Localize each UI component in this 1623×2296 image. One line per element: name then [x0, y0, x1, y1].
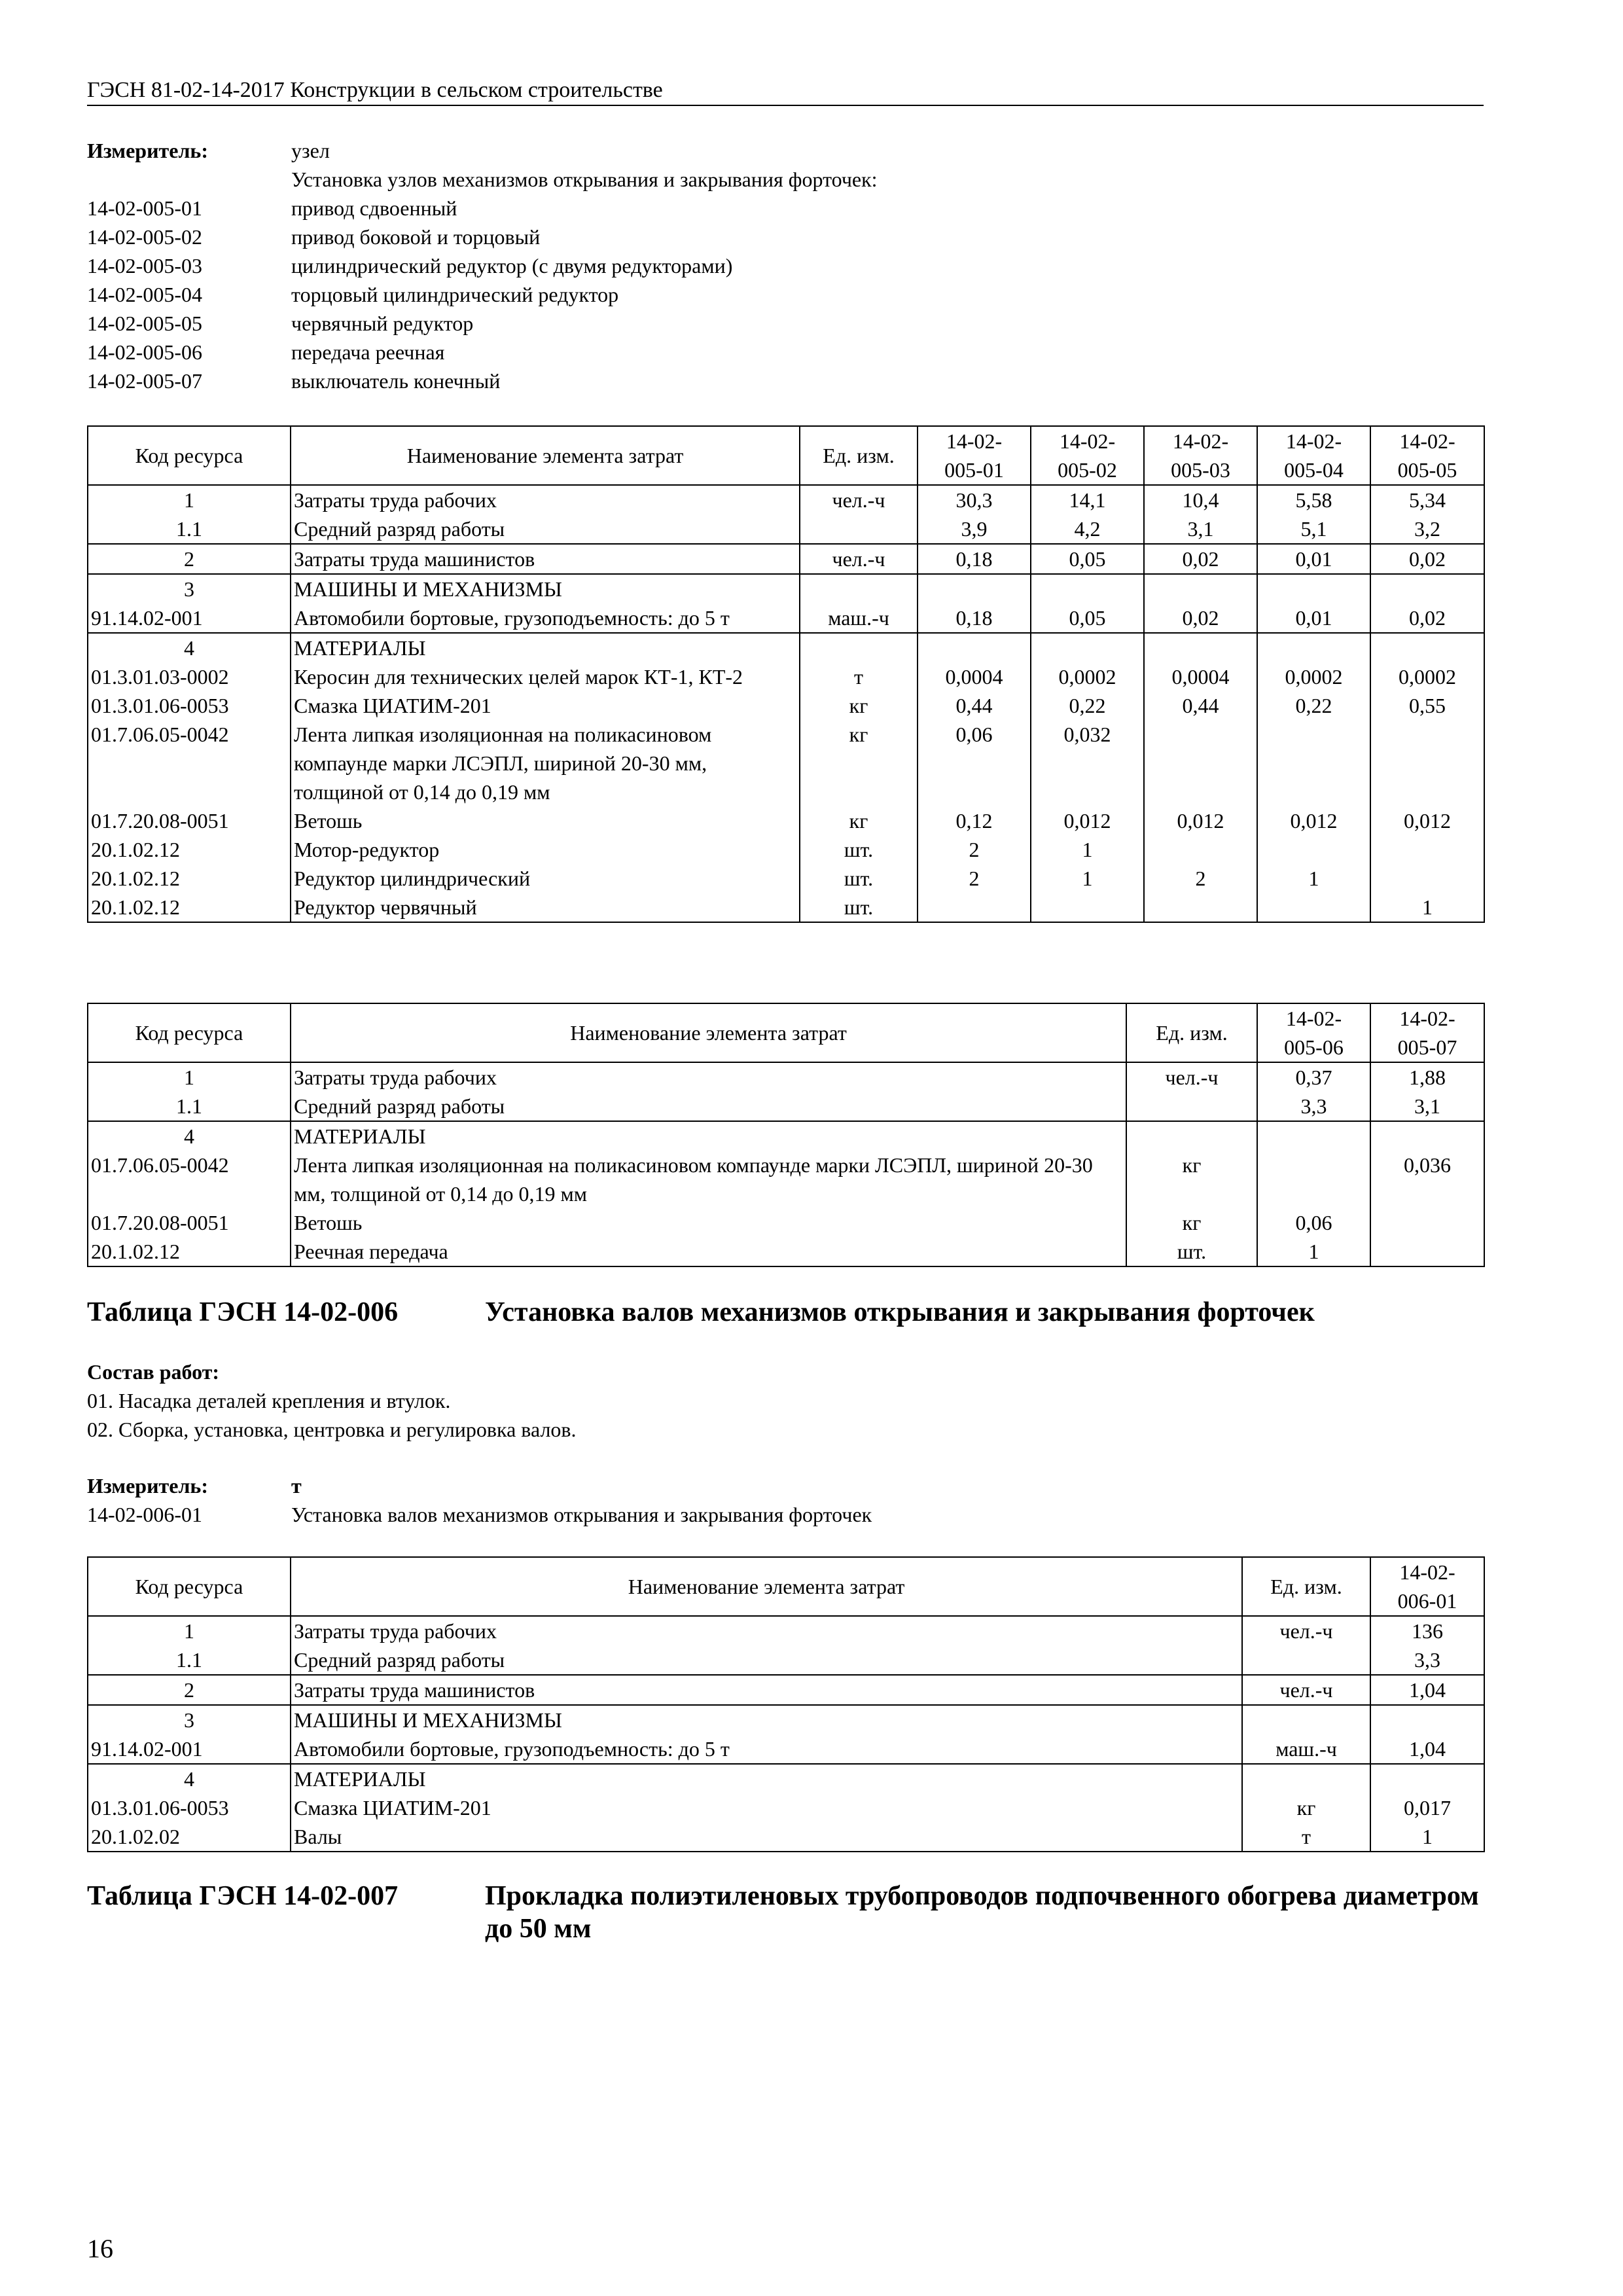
- column-header: Наименование элемента затрат: [291, 1557, 1242, 1616]
- value-cell: 5,58: [1257, 485, 1370, 514]
- item-text: привод сдвоенный: [291, 196, 457, 220]
- resource-code-cell: 01.3.01.06-0053: [88, 1793, 291, 1822]
- unit-cell: кг: [800, 720, 918, 806]
- table-row: [88, 1764, 1484, 1793]
- resource-code-cell: 1: [88, 485, 291, 514]
- table-row: [88, 544, 1484, 574]
- value-cell: [1370, 1208, 1484, 1237]
- measure-block-006: [87, 1471, 1484, 1529]
- cost-element-cell: Средний разряд работы: [291, 1645, 1242, 1675]
- value-cell: 0,02: [1370, 603, 1484, 633]
- value-cell: [1031, 893, 1144, 922]
- item-text: цилиндрический редуктор (с двумя редукторами): [291, 253, 733, 278]
- unit-cell: кг: [800, 691, 918, 720]
- column-header: 14-02- 005-01: [918, 426, 1031, 485]
- table-caption: Прокладка полиэтиленовых трубопроводов подпочвенного обогрева диаметром до 50 мм: [485, 1881, 1479, 1944]
- value-cell: [1144, 720, 1257, 806]
- value-cell: 0,22: [1031, 691, 1144, 720]
- value-cell: 5,1: [1257, 514, 1370, 544]
- value-cell: 0,01: [1257, 544, 1370, 574]
- table-number: Таблица ГЭСН 14-02-007: [87, 1881, 399, 1911]
- value-cell: [1370, 835, 1484, 864]
- table-row: [88, 1675, 1484, 1705]
- table-row: [88, 835, 1484, 864]
- resource-code-cell: 01.7.20.08-0051: [88, 1208, 291, 1237]
- value-cell: 0,44: [918, 691, 1031, 720]
- unit-cell: кг: [1242, 1793, 1370, 1822]
- table-row: [88, 662, 1484, 691]
- cost-element-cell: МАТЕРИАЛЫ: [291, 1764, 1242, 1793]
- unit-cell: маш.-ч: [1242, 1734, 1370, 1764]
- unit-cell: кг: [1126, 1151, 1257, 1208]
- value-cell: [918, 574, 1031, 603]
- value-cell: 0,0002: [1257, 662, 1370, 691]
- table-row: [88, 806, 1484, 835]
- column-header: Ед. изм.: [800, 426, 918, 485]
- resource-code-cell: 01.7.20.08-0051: [88, 806, 291, 835]
- value-cell: 0,06: [1257, 1208, 1370, 1237]
- table-row: [88, 1705, 1484, 1734]
- unit-cell: [800, 574, 918, 603]
- value-cell: 0,012: [1370, 806, 1484, 835]
- value-cell: 2: [918, 864, 1031, 893]
- unit-cell: [800, 514, 918, 544]
- value-cell: 0,036: [1370, 1151, 1484, 1208]
- value-cell: 0,18: [918, 544, 1031, 574]
- value-cell: 0,05: [1031, 603, 1144, 633]
- resource-code-cell: 4: [88, 1121, 291, 1151]
- value-cell: [918, 893, 1031, 922]
- column-header: Наименование элемента затрат: [291, 426, 800, 485]
- value-cell: 0,012: [1257, 806, 1370, 835]
- value-cell: [1370, 1121, 1484, 1151]
- unit-cell: [1242, 1764, 1370, 1793]
- resource-code-cell: 1.1: [88, 1645, 291, 1675]
- value-cell: [1257, 893, 1370, 922]
- resource-code-cell: 1.1: [88, 1092, 291, 1121]
- page-number: 16: [87, 2234, 113, 2263]
- cost-element-cell: Редуктор червячный: [291, 893, 800, 922]
- column-header: 14-02- 005-06: [1257, 1003, 1370, 1062]
- resource-code-cell: 2: [88, 1675, 291, 1705]
- value-cell: [1144, 835, 1257, 864]
- item-code: 14-02-005-03: [87, 253, 202, 278]
- value-cell: 0,01: [1257, 603, 1370, 633]
- value-cell: 0,012: [1031, 806, 1144, 835]
- table-row: [88, 1151, 1484, 1208]
- value-cell: 10,4: [1144, 485, 1257, 514]
- value-cell: [1370, 1705, 1484, 1734]
- value-cell: [1257, 835, 1370, 864]
- resource-code-cell: 91.14.02-001: [88, 603, 291, 633]
- unit-cell: [800, 633, 918, 662]
- table-row: [88, 1734, 1484, 1764]
- value-cell: 1: [1257, 1237, 1370, 1266]
- table-row: [88, 1645, 1484, 1675]
- value-cell: 0,0004: [1144, 662, 1257, 691]
- value-cell: [1144, 893, 1257, 922]
- value-cell: [1031, 633, 1144, 662]
- table-row: [88, 1208, 1484, 1237]
- value-cell: 3,1: [1144, 514, 1257, 544]
- resource-code-cell: 01.3.01.03-0002: [88, 662, 291, 691]
- list-item: [87, 251, 1484, 280]
- unit-cell: шт.: [1126, 1237, 1257, 1266]
- value-cell: 5,34: [1370, 485, 1484, 514]
- resource-code-cell: 1: [88, 1062, 291, 1092]
- item-text: Установка валов механизмов открывания и закрывания форточек: [291, 1502, 872, 1526]
- value-cell: 14,1: [1031, 485, 1144, 514]
- item-text: выключатель конечный: [291, 368, 501, 393]
- work-item: 01. Насадка деталей крепления и втулок.: [87, 1389, 451, 1412]
- value-cell: 1: [1257, 864, 1370, 893]
- resource-code-cell: 20.1.02.02: [88, 1822, 291, 1852]
- cost-element-cell: Автомобили бортовые, грузоподъемность: до 5 т: [291, 603, 800, 633]
- column-header: Ед. изм.: [1242, 1557, 1370, 1616]
- value-cell: [1257, 633, 1370, 662]
- value-cell: 1,04: [1370, 1734, 1484, 1764]
- table-row: [88, 603, 1484, 633]
- unit-cell: чел.-ч: [1126, 1062, 1257, 1092]
- value-cell: 0,032: [1031, 720, 1144, 806]
- unit-cell: чел.-ч: [1242, 1675, 1370, 1705]
- cost-element-cell: Лента липкая изоляционная на поликасиновом компаунде марки ЛСЭПЛ, шириной 20-30 мм, толщиной от 0,14 до 0,19 мм: [291, 1151, 1126, 1208]
- value-cell: 3,2: [1370, 514, 1484, 544]
- resource-code-cell: 20.1.02.12: [88, 1237, 291, 1266]
- column-header: Код ресурса: [88, 1003, 291, 1062]
- value-cell: 0,12: [918, 806, 1031, 835]
- cost-element-cell: Ветошь: [291, 806, 800, 835]
- resource-code-cell: 01.7.06.05-0042: [88, 1151, 291, 1208]
- unit-cell: [1126, 1092, 1257, 1121]
- cost-element-cell: МАШИНЫ И МЕХАНИЗМЫ: [291, 1705, 1242, 1734]
- value-cell: 136: [1370, 1616, 1484, 1645]
- unit-cell: [1242, 1645, 1370, 1675]
- table-header-row: [88, 426, 1484, 485]
- value-cell: 0,0002: [1370, 662, 1484, 691]
- item-text: червячный редуктор: [291, 311, 474, 335]
- item-list: [87, 194, 1484, 395]
- value-cell: 0,05: [1031, 544, 1144, 574]
- resource-code-cell: 2: [88, 544, 291, 574]
- running-header: ГЭСН 81-02-14-2017 Конструкции в сельском строительстве: [87, 77, 1484, 106]
- item-code: 14-02-005-05: [87, 311, 202, 335]
- cost-element-cell: Лента липкая изоляционная на поликасиновом компаунде марки ЛСЭПЛ, шириной 20-30 мм, толщиной от 0,14 до 0,19 мм: [291, 720, 800, 806]
- value-cell: 3,3: [1257, 1092, 1370, 1121]
- value-cell: 2: [1144, 864, 1257, 893]
- measure-intro: Установка узлов механизмов открывания и закрывания форточек:: [291, 167, 878, 191]
- table-row: [88, 864, 1484, 893]
- resource-code-cell: 3: [88, 574, 291, 603]
- table-row: [88, 893, 1484, 922]
- value-cell: [1370, 864, 1484, 893]
- table-title-007: [87, 1880, 1484, 1952]
- cost-element-cell: Средний разряд работы: [291, 514, 800, 544]
- cost-element-cell: Реечная передача: [291, 1237, 1126, 1266]
- value-cell: [1370, 720, 1484, 806]
- measure-block-005: [87, 136, 1484, 395]
- value-cell: 30,3: [918, 485, 1031, 514]
- list-item: [87, 223, 1484, 251]
- unit-cell: маш.-ч: [800, 603, 918, 633]
- value-cell: 1: [1031, 835, 1144, 864]
- table-row: [88, 514, 1484, 544]
- unit-cell: шт.: [800, 864, 918, 893]
- value-cell: 2: [918, 835, 1031, 864]
- table-row: [88, 1616, 1484, 1645]
- value-cell: 0,44: [1144, 691, 1257, 720]
- list-item: [87, 338, 1484, 367]
- resource-table-006-01: [87, 1556, 1485, 1852]
- table-row: [88, 1822, 1484, 1852]
- resource-code-cell: 1.1: [88, 514, 291, 544]
- value-cell: 1,88: [1370, 1062, 1484, 1092]
- table-row: [88, 1793, 1484, 1822]
- resource-code-cell: 4: [88, 633, 291, 662]
- resource-code-cell: 20.1.02.12: [88, 893, 291, 922]
- unit-cell: шт.: [800, 893, 918, 922]
- value-cell: 0,012: [1144, 806, 1257, 835]
- works-label: Состав работ:: [87, 1360, 220, 1384]
- value-cell: 0,017: [1370, 1793, 1484, 1822]
- unit-cell: шт.: [800, 835, 918, 864]
- resource-code-cell: 4: [88, 1764, 291, 1793]
- table-row: [88, 691, 1484, 720]
- item-code: 14-02-005-06: [87, 340, 202, 364]
- table-caption: Установка валов механизмов открывания и закрывания форточек: [485, 1297, 1315, 1327]
- unit-cell: чел.-ч: [1242, 1616, 1370, 1645]
- resource-code-cell: 91.14.02-001: [88, 1734, 291, 1764]
- measure-value: узел: [291, 138, 330, 162]
- value-cell: [1257, 574, 1370, 603]
- work-item: 02. Сборка, установка, центровка и регулировка валов.: [87, 1418, 577, 1441]
- value-cell: 1,04: [1370, 1675, 1484, 1705]
- resource-code-cell: 1: [88, 1616, 291, 1645]
- resource-code-cell: 01.3.01.06-0053: [88, 691, 291, 720]
- table-row: [88, 1092, 1484, 1121]
- unit-cell: чел.-ч: [800, 544, 918, 574]
- value-cell: 3,1: [1370, 1092, 1484, 1121]
- item-code: 14-02-005-07: [87, 368, 202, 393]
- value-cell: [1031, 574, 1144, 603]
- cost-element-cell: Мотор-редуктор: [291, 835, 800, 864]
- value-cell: 0,37: [1257, 1062, 1370, 1092]
- value-cell: 1: [1370, 1822, 1484, 1852]
- value-cell: [1144, 633, 1257, 662]
- value-cell: 1: [1031, 864, 1144, 893]
- item-code: 14-02-006-01: [87, 1502, 202, 1526]
- table-row: [88, 720, 1484, 806]
- value-cell: [1370, 633, 1484, 662]
- table-header-row: [88, 1003, 1484, 1062]
- measure-label: Измеритель:: [87, 138, 208, 162]
- cost-element-cell: Валы: [291, 1822, 1242, 1852]
- measure-label: Измеритель:: [87, 1473, 208, 1498]
- item-code: 14-02-005-01: [87, 196, 202, 220]
- cost-element-cell: Затраты труда рабочих: [291, 1616, 1242, 1645]
- value-cell: 0,0004: [918, 662, 1031, 691]
- value-cell: [1144, 574, 1257, 603]
- column-header: 14-02- 005-03: [1144, 426, 1257, 485]
- value-cell: [1257, 720, 1370, 806]
- value-cell: 0,18: [918, 603, 1031, 633]
- value-cell: 3,3: [1370, 1645, 1484, 1675]
- value-cell: 0,0002: [1031, 662, 1144, 691]
- list-item: [87, 280, 1484, 309]
- table-row: [88, 633, 1484, 662]
- column-header: Код ресурса: [88, 426, 291, 485]
- item-text: привод боковой и торцовый: [291, 224, 541, 249]
- value-cell: [918, 633, 1031, 662]
- resource-code-cell: 3: [88, 1705, 291, 1734]
- cost-element-cell: Смазка ЦИАТИМ-201: [291, 691, 800, 720]
- cost-element-cell: Редуктор цилиндрический: [291, 864, 800, 893]
- value-cell: [1257, 1151, 1370, 1208]
- unit-cell: т: [1242, 1822, 1370, 1852]
- table-row: [88, 1121, 1484, 1151]
- value-cell: [1257, 1121, 1370, 1151]
- column-header: Наименование элемента затрат: [291, 1003, 1126, 1062]
- column-header: 14-02- 005-04: [1257, 426, 1370, 485]
- item-code: 14-02-005-02: [87, 224, 202, 249]
- cost-element-cell: Керосин для технических целей марок КТ-1, КТ-2: [291, 662, 800, 691]
- value-cell: [1370, 574, 1484, 603]
- list-item: [87, 194, 1484, 223]
- table-row: [88, 1237, 1484, 1266]
- cost-element-cell: Смазка ЦИАТИМ-201: [291, 1793, 1242, 1822]
- value-cell: 0,06: [918, 720, 1031, 806]
- table-row: [88, 1062, 1484, 1092]
- unit-cell: кг: [800, 806, 918, 835]
- value-cell: 3,9: [918, 514, 1031, 544]
- measure-value: т: [291, 1473, 302, 1498]
- cost-element-cell: МАТЕРИАЛЫ: [291, 633, 800, 662]
- column-header: 14-02- 005-05: [1370, 426, 1484, 485]
- column-header: Код ресурса: [88, 1557, 291, 1616]
- value-cell: 1: [1370, 893, 1484, 922]
- item-text: торцовый цилиндрический редуктор: [291, 282, 619, 306]
- table-row: [88, 574, 1484, 603]
- resource-table-005-06-07: [87, 1003, 1485, 1267]
- table-header-row: [88, 1557, 1484, 1616]
- column-header: 14-02- 005-02: [1031, 426, 1144, 485]
- resource-code-cell: 01.7.06.05-0042: [88, 720, 291, 806]
- cost-element-cell: МАТЕРИАЛЫ: [291, 1121, 1126, 1151]
- unit-cell: [1126, 1121, 1257, 1151]
- column-header: Ед. изм.: [1126, 1003, 1257, 1062]
- list-item: [87, 309, 1484, 338]
- value-cell: 0,55: [1370, 691, 1484, 720]
- resource-code-cell: 20.1.02.12: [88, 864, 291, 893]
- value-cell: 0,22: [1257, 691, 1370, 720]
- item-text: передача реечная: [291, 340, 445, 364]
- value-cell: 0,02: [1144, 544, 1257, 574]
- item-code: 14-02-005-04: [87, 282, 202, 306]
- unit-cell: [1242, 1705, 1370, 1734]
- cost-element-cell: МАШИНЫ И МЕХАНИЗМЫ: [291, 574, 800, 603]
- cost-element-cell: Автомобили бортовые, грузоподъемность: до 5 т: [291, 1734, 1242, 1764]
- value-cell: 0,02: [1144, 603, 1257, 633]
- column-header: 14-02- 006-01: [1370, 1557, 1484, 1616]
- list-item: [87, 367, 1484, 395]
- cost-element-cell: Затраты труда машинистов: [291, 544, 800, 574]
- table-number: Таблица ГЭСН 14-02-006: [87, 1297, 399, 1327]
- column-header: 14-02- 005-07: [1370, 1003, 1484, 1062]
- cost-element-cell: Затраты труда рабочих: [291, 485, 800, 514]
- table-row: [88, 485, 1484, 514]
- cost-element-cell: Затраты труда машинистов: [291, 1675, 1242, 1705]
- resource-table-005-01-05: [87, 425, 1485, 923]
- cost-element-cell: Средний разряд работы: [291, 1092, 1126, 1121]
- cost-element-cell: Ветошь: [291, 1208, 1126, 1237]
- value-cell: [1370, 1764, 1484, 1793]
- unit-cell: чел.-ч: [800, 485, 918, 514]
- cost-element-cell: Затраты труда рабочих: [291, 1062, 1126, 1092]
- value-cell: 0,02: [1370, 544, 1484, 574]
- value-cell: 4,2: [1031, 514, 1144, 544]
- unit-cell: т: [800, 662, 918, 691]
- resource-code-cell: 20.1.02.12: [88, 835, 291, 864]
- unit-cell: кг: [1126, 1208, 1257, 1237]
- value-cell: [1370, 1237, 1484, 1266]
